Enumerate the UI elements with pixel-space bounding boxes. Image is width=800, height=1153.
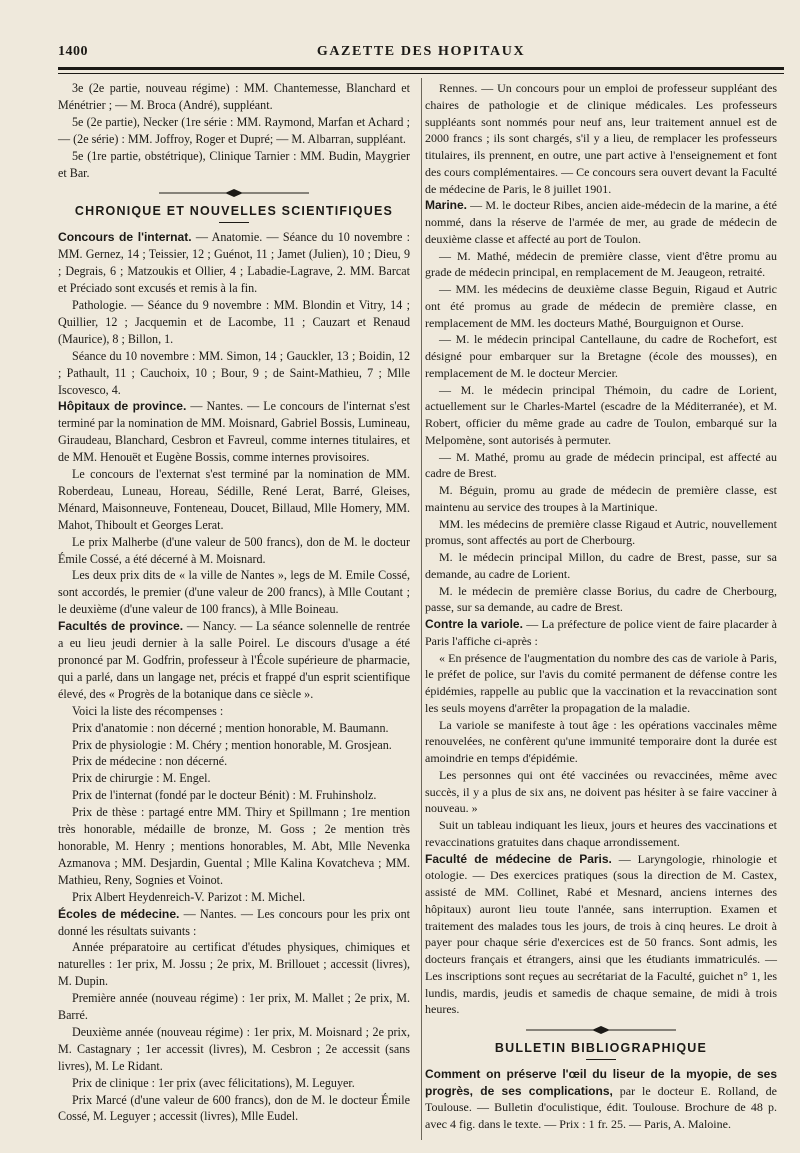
news-item: — M. le médecin principal Cantellaune, du cadre de Rochefort, est désigné pour embarquer sur la Bretagne (école des mousses), en remplacement de M. le docteur Mercier. (425, 332, 777, 380)
item-text: — Nantes. — Le concours de l'internat s'est terminé par la nomination de MM. Moisnard, Gabriel Bossis, Lumineau, Giraudeau, Blanchard, Cesbron et Favreul, comme internes titulaires, et de MM. Henouët et Eugène Bossis, comme internes provisoires. (58, 399, 410, 465)
prize-item: Prix de thèse : partagé entre MM. Thiry et Spillmann ; 1re mention très honorable, médaille de bronze, M. Goss ; 2e mention très honorable, M. Henry ; mentions honorables, M. Abt, Mlle Nevenka Azmanova ; MM. Desjardin, Guental ; Mlle Kalina Kovatcheva ; MM. Mathieu, Reny, Sognies et Voinot. (58, 805, 410, 887)
item-text: — La préfecture de police vient de faire placarder à Paris l'affiche ci-après : (425, 617, 778, 648)
prize-item: Prix de l'internat (fondé par le docteur Bénit) : M. Fruhinsholz. (72, 788, 377, 803)
item-lead: Faculté de médecine de Paris. (425, 851, 612, 866)
header-rule-thick (58, 67, 784, 70)
section-ornament (526, 1026, 676, 1034)
item-text: — M. le docteur Ribes, ancien aide-médecin de la marine, a été nommé, dans la réserve de l'armée de mer, au grade de médecin de deuxième classe et affecté au port de Toulon. (425, 198, 777, 246)
news-item (58, 618, 410, 703)
news-item: Séance du 10 novembre : MM. Simon, 14 ; Gauckler, 13 ; Boidin, 12 ; Pathault, 11 ; Cauchoix, 10 ; Bour, 9 ; de Saint-Mathieu, 7 ; Mlle Iscovesco, 4. (58, 348, 410, 397)
quote-paragraph: « En présence de l'augmentation du nombre des cas de variole à Paris, le préfet de police, sur l'avis du comité permanent de défense contre les épidémies, rappelle au public que la vaccination et la revaccination sont les seuls moyens d'arrêter la propagation de la maladie. (425, 650, 777, 715)
jury-paragraph: 5e (1re partie, obstétrique), Clinique Tarnier : MM. Budin, Maygrier et Bar. (58, 148, 410, 180)
left-column (58, 80, 410, 1125)
item-text: — Nantes. — Les concours pour les prix ont donné les résultats suivants : (58, 906, 410, 938)
item-text: — Nancy. — La séance solennelle de rentrée a eu lieu jeudi dernier à la salle Poirel. Le discours d'usage a été prononcé par M. Godfrin, professeur à l'École supérieure de pharmacie, qui a parlé, dans un langage net, précis et frappé d'un esprit scientifique élevé, des « Progrès de la botanique dans ce siècle ». (58, 619, 410, 701)
news-item: M. le médecin de première classe Borius, du cadre de Cherbourg, passe, sur sa demande, au cadre de Brest. (425, 583, 777, 615)
quote-paragraph: Les personnes qui ont été vaccinées ou revaccinées, même avec succès, il y a plus de six ans, ne doivent pas hésiter à se faire vacciner à nouveau. » (425, 767, 777, 816)
news-item (58, 398, 410, 466)
prize-item: Prix d'anatomie : non décerné ; mention honorable, M. Baumann. (72, 720, 389, 735)
page-number: 1400 (58, 44, 88, 59)
short-rule (586, 1059, 616, 1060)
news-item (425, 197, 777, 247)
short-rule (219, 222, 249, 223)
item-lead: Hôpitaux de province. (58, 399, 187, 414)
prize-item: Prix de médecine : non décerné. (72, 754, 228, 769)
item-text: — Anatomie. — Séance du 10 novembre : MM. Gernez, 14 ; Teissier, 12 ; Guénot, 11 ; Jamet (Julien), 10 ; Dieu, 9 ; Degrais, 6 ; Matzoukis et Ollier, 4 ; Labadie-Lagrave, 2. MM. Barcat et Préciado sont excusés et remis à la fin. (58, 230, 411, 296)
prize-item: Année préparatoire au certificat d'études physiques, chimiques et naturelles : 1er prix, M. Jossu ; 2e prix, M. Brillouet ; accessit (livres), M. Dupin. (58, 940, 410, 989)
item-lead: Contre la variole. (425, 617, 523, 631)
news-item: Le prix Malherbe (d'une valeur de 500 francs), don de M. le docteur Émile Cossé, a été décerné à M. Moisnard. (58, 534, 410, 566)
news-item: Rennes. — Un concours pour un emploi de professeur suppléant des chaires de pathologie et de clinique médicales. Les professeurs suppléants sont nommés pour neuf ans, leur traitement annuel est de 2000 francs ; ils sont chargés, s'il y a lieu, de remplacer les professeurs titulaires, ils prennent, en outre, une part active à l'enseignement et font des cours complémentaires. — Ce concours sera ouvert devant la Faculté de médecine de Paris, le 8 juillet 1901. (425, 81, 777, 196)
jury-paragraph: 5e (2e partie), Necker (1re série : MM. Raymond, Marfan et Achard ; — (2e série) : MM. Joffroy, Roger et Dupré; — M. Albarran, suppléant. (58, 114, 410, 146)
section-title: BULLETIN BIBLIOGRAPHIQUE (494, 1041, 708, 1055)
entry-text: par le docteur E. Rolland, de Toulouse. — Bulletin d'oculistique, édit. Toulouse. Brochure de 48 p. avec 4 fig. dans le texte. — Prix : 1 fr. 25. — Paris, A. Maloine. (425, 1083, 777, 1131)
news-item (58, 906, 410, 940)
item-lead: Marine. (425, 198, 468, 213)
prize-item: Prix de physiologie : M. Chéry ; mention honorable, M. Grosjean. (72, 737, 392, 752)
item-lead: Facultés de province. (58, 619, 184, 634)
news-item: Le concours de l'externat s'est terminé par la nomination de MM. Roberdeau, Luneau, Horeau, Sédille, René Lerat, Barré, Gleises, Ménard, Maisonneuve, Fonteneau, Doucet, Billaud, Mlle Homery, MM. Mahot, Thiboult et Georges Lerat. (58, 467, 410, 532)
news-item: M. le médecin principal Millon, du cadre de Brest, passe, sur sa demande, au cadre de Lorient. (425, 550, 777, 581)
header-rule-thin (58, 73, 784, 74)
news-item: Suit un tableau indiquant les lieux, jours et heures des vaccinations et revaccinations gratuites dans chaque arrondissement. (425, 818, 777, 849)
news-item: Les deux prix dits de « la ville de Nantes », legs de M. Emile Cossé, sont accordés, le premier (d'une valeur de 200 francs), à Mlle Coutant ; le deuxième (d'une valeur de 100 francs), à Mlle Boineau. (58, 568, 410, 617)
news-item: Voici la liste des récompenses : (72, 703, 224, 718)
news-item: M. Béguin, promu au grade de médecin de première classe, est maintenu au service des troupes à la Martinique. (425, 483, 777, 514)
prize-item: Prix Marcé (d'une valeur de 600 francs), don de M. le docteur Émile Cossé, M. Leguyer ; accessit (livres), Mlle Eudel. (58, 1092, 410, 1124)
prize-item: Prix de chirurgie : M. Engel. (72, 771, 211, 786)
news-item: Pathologie. — Séance du 9 novembre : MM. Blondin et Vitry, 14 ; Quillier, 12 ; Jacquemin et de Lacombe, 11 ; Cauzart et Renaud (Maurice), 8 ; Billon, 1. (58, 297, 410, 346)
news-item (425, 616, 777, 650)
section-title: CHRONIQUE ET NOUVELLES SCIENTIFIQUES (74, 204, 394, 219)
item-lead: Écoles de médecine. (58, 906, 180, 921)
news-item: — M. le médecin principal Thémoin, du cadre de Lorient, actuellement sur le Charles-Martel (escadre de la Méditerranée), et M. Robert, officier du même grade au cadre de Toulon, embarqué sur la Melpomène, sont autorisés à permuter. (425, 382, 777, 447)
news-item: — MM. les médecins de deuxième classe Beguin, Rigaud et Autric ont été promus au grade de médecin de première classe, en remplacement de MM. les docteurs Mathé, Bourguignon et Ourse. (425, 282, 777, 330)
news-item (425, 851, 777, 1019)
news-item: MM. les médecins de première classe Rigaud et Autric, nouvellement promus, sont affectés au port de Cherbourg. (425, 516, 777, 548)
quote-paragraph: La variole se manifeste à tout âge : les opérations vaccinales même renouvelées, ne confèrent qu'une immunité temporaire dont la durée est amoindrie en temps d'épidémie. (425, 717, 777, 765)
page-header (58, 44, 784, 64)
news-item: — M. Mathé, promu au grade de médecin principal, est affecté au cadre de Brest. (425, 449, 777, 481)
item-text: — Laryngologie, rhinologie et otologie. — Des exercices pratiques (sous la direction de M. Castex, assisté de MM. Collinet, Rabé et Mesnard, anciens internes des hôpitaux) auront lieu toute l'année, sans interruption. Examen et traitement des malades tous les jours, de trois à cinq heures. Le droit à payer pour chaque série d'exercices est de 50 francs. Sont admis, les docteurs français et étrangers, ainsi que les étudiants immatriculés. — Les inscriptions sont reçues au secrétariat de la Faculté, guichet n° 1, les lundis, mardis, jeudis et samedis de chaque semaine, de midi à trois heures. (425, 851, 777, 1017)
prize-item: Première année (nouveau régime) : 1er prix, M. Mallet ; 2e prix, M. Barré. (58, 991, 410, 1023)
bibliography-entry (425, 1066, 777, 1133)
prize-item: Deuxième année (nouveau régime) : 1er prix, M. Moisnard ; 2e prix, M. Castagnary ; 1er accessit (livres), M. Cesbron ; 2e accessit (sans livres), M. Le Ridant. (58, 1024, 410, 1073)
prize-item: Prix Albert Heydenreich-V. Parizot : M. Michel. (72, 889, 306, 904)
jury-paragraph: 3e (2e partie, nouveau régime) : MM. Chantemesse, Blanchard et Ménétrier ; — M. Broca (André), suppléant. (58, 81, 410, 112)
entry-title: Comment on préserve l'œil du liseur de la myopie, de ses progrès, de ses complications, (425, 1066, 777, 1098)
journal-title: GAZETTE DES HOPITAUX (316, 44, 526, 59)
news-item (58, 229, 410, 297)
section-ornament (159, 189, 309, 197)
prize-item: Prix de clinique : 1er prix (avec félicitations), M. Leguyer. (72, 1075, 355, 1090)
right-column (425, 80, 777, 1133)
item-lead: Concours de l'internat. (58, 230, 192, 245)
column-divider (421, 78, 422, 1140)
news-item: — M. Mathé, médecin de première classe, vient d'être promu au grade de médecin principal, en remplacement de M. Jeaugeon, retraité. (425, 248, 777, 280)
